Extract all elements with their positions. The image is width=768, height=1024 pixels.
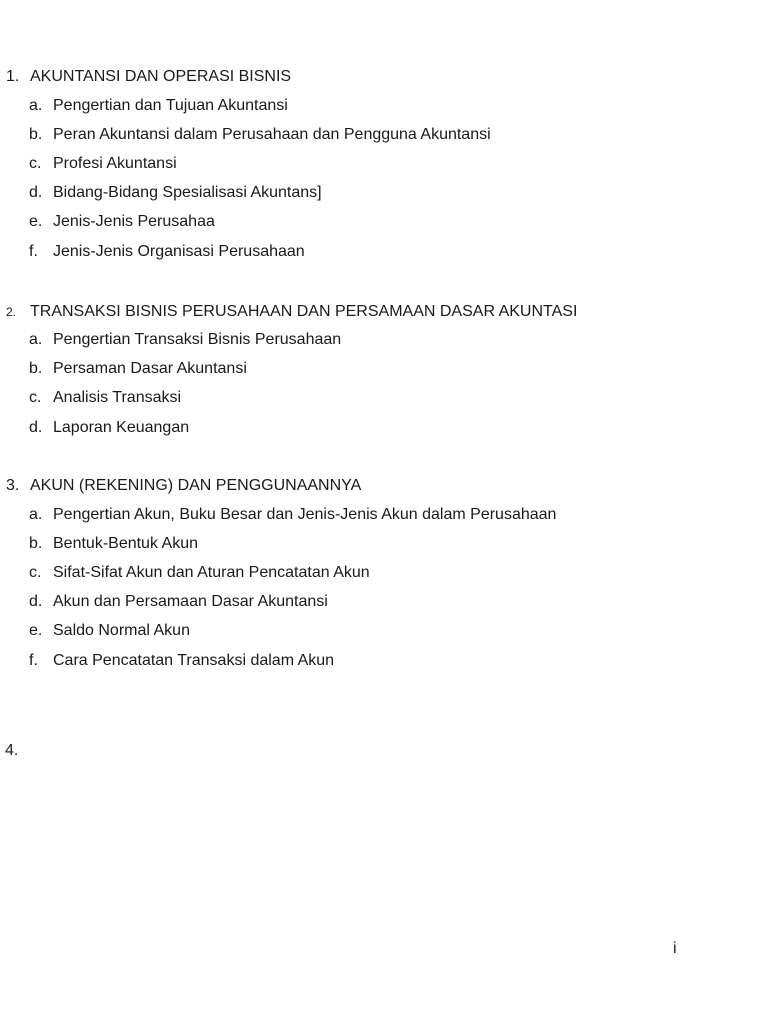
item-letter: a.	[29, 331, 43, 348]
section-title: AKUNTANSI DAN OPERASI BISNIS	[30, 68, 292, 85]
item-letter: e.	[29, 622, 43, 639]
section-title: TRANSAKSI BISNIS PERUSAHAAN DAN PERSAMAAN DASAR AKUNTASI	[30, 303, 578, 320]
item-text: Profesi Akuntansi	[53, 155, 177, 172]
item-text: Jenis-Jenis Perusahaa	[53, 213, 215, 230]
item-letter: d.	[29, 419, 43, 436]
item-text: Analisis Transaksi	[53, 389, 182, 406]
list-item	[29, 622, 190, 640]
item-text: Persaman Dasar Akuntansi	[53, 360, 247, 377]
item-text: Saldo Normal Akun	[53, 622, 190, 639]
section-title: AKUN (REKENING) DAN PENGGUNAANNYA	[30, 477, 362, 494]
list-item	[29, 419, 189, 437]
list-item	[29, 213, 215, 231]
item-letter: a.	[29, 97, 43, 114]
page-number: i	[673, 940, 677, 957]
list-item	[29, 652, 334, 670]
list-item	[29, 155, 177, 173]
section-heading	[6, 68, 291, 86]
item-text: Pengertian Akun, Buku Besar dan Jenis-Jenis Akun dalam Perusahaan	[53, 506, 557, 523]
item-letter: b.	[29, 535, 43, 552]
item-letter: c.	[29, 389, 42, 406]
item-letter: f.	[29, 243, 38, 260]
list-item	[29, 593, 328, 611]
list-item	[29, 243, 305, 261]
list-item	[29, 126, 491, 144]
item-letter: e.	[29, 213, 43, 230]
section-number: 3.	[6, 477, 20, 494]
item-text: Jenis-Jenis Organisasi Perusahaan	[53, 243, 305, 260]
item-letter: d.	[29, 184, 43, 201]
item-text: Pengertian Transaksi Bisnis Perusahaan	[53, 331, 342, 348]
item-letter: b.	[29, 126, 43, 143]
list-item	[29, 97, 288, 115]
list-item	[29, 184, 322, 202]
item-text: Akun dan Persamaan Dasar Akuntansi	[53, 593, 328, 610]
item-text: Bidang-Bidang Spesialisasi Akuntans]	[53, 184, 322, 201]
section-number: 1.	[6, 68, 20, 85]
item-text: Sifat-Sifat Akun dan Aturan Pencatatan Akun	[53, 564, 370, 581]
trailing-section-number: 4.	[5, 742, 19, 759]
item-text: Pengertian dan Tujuan Akuntansi	[53, 97, 288, 114]
list-item	[29, 389, 181, 407]
item-text: Cara Pencatatan Transaksi dalam Akun	[53, 652, 335, 669]
item-letter: c.	[29, 564, 42, 581]
item-text: Peran Akuntansi dalam Perusahaan dan Pengguna Akuntansi	[53, 126, 491, 143]
item-letter: a.	[29, 506, 43, 523]
list-item	[29, 331, 341, 349]
list-item	[29, 360, 247, 378]
item-letter: c.	[29, 155, 42, 172]
section-heading	[6, 477, 361, 495]
section-heading	[6, 303, 577, 321]
list-item	[29, 535, 198, 553]
item-text: Bentuk-Bentuk Akun	[53, 535, 198, 552]
section-number: 2.	[6, 305, 17, 319]
item-letter: d.	[29, 593, 43, 610]
item-text: Laporan Keuangan	[53, 419, 190, 436]
item-letter: f.	[29, 652, 38, 669]
list-item	[29, 506, 556, 524]
list-item	[29, 564, 370, 582]
item-letter: b.	[29, 360, 43, 377]
